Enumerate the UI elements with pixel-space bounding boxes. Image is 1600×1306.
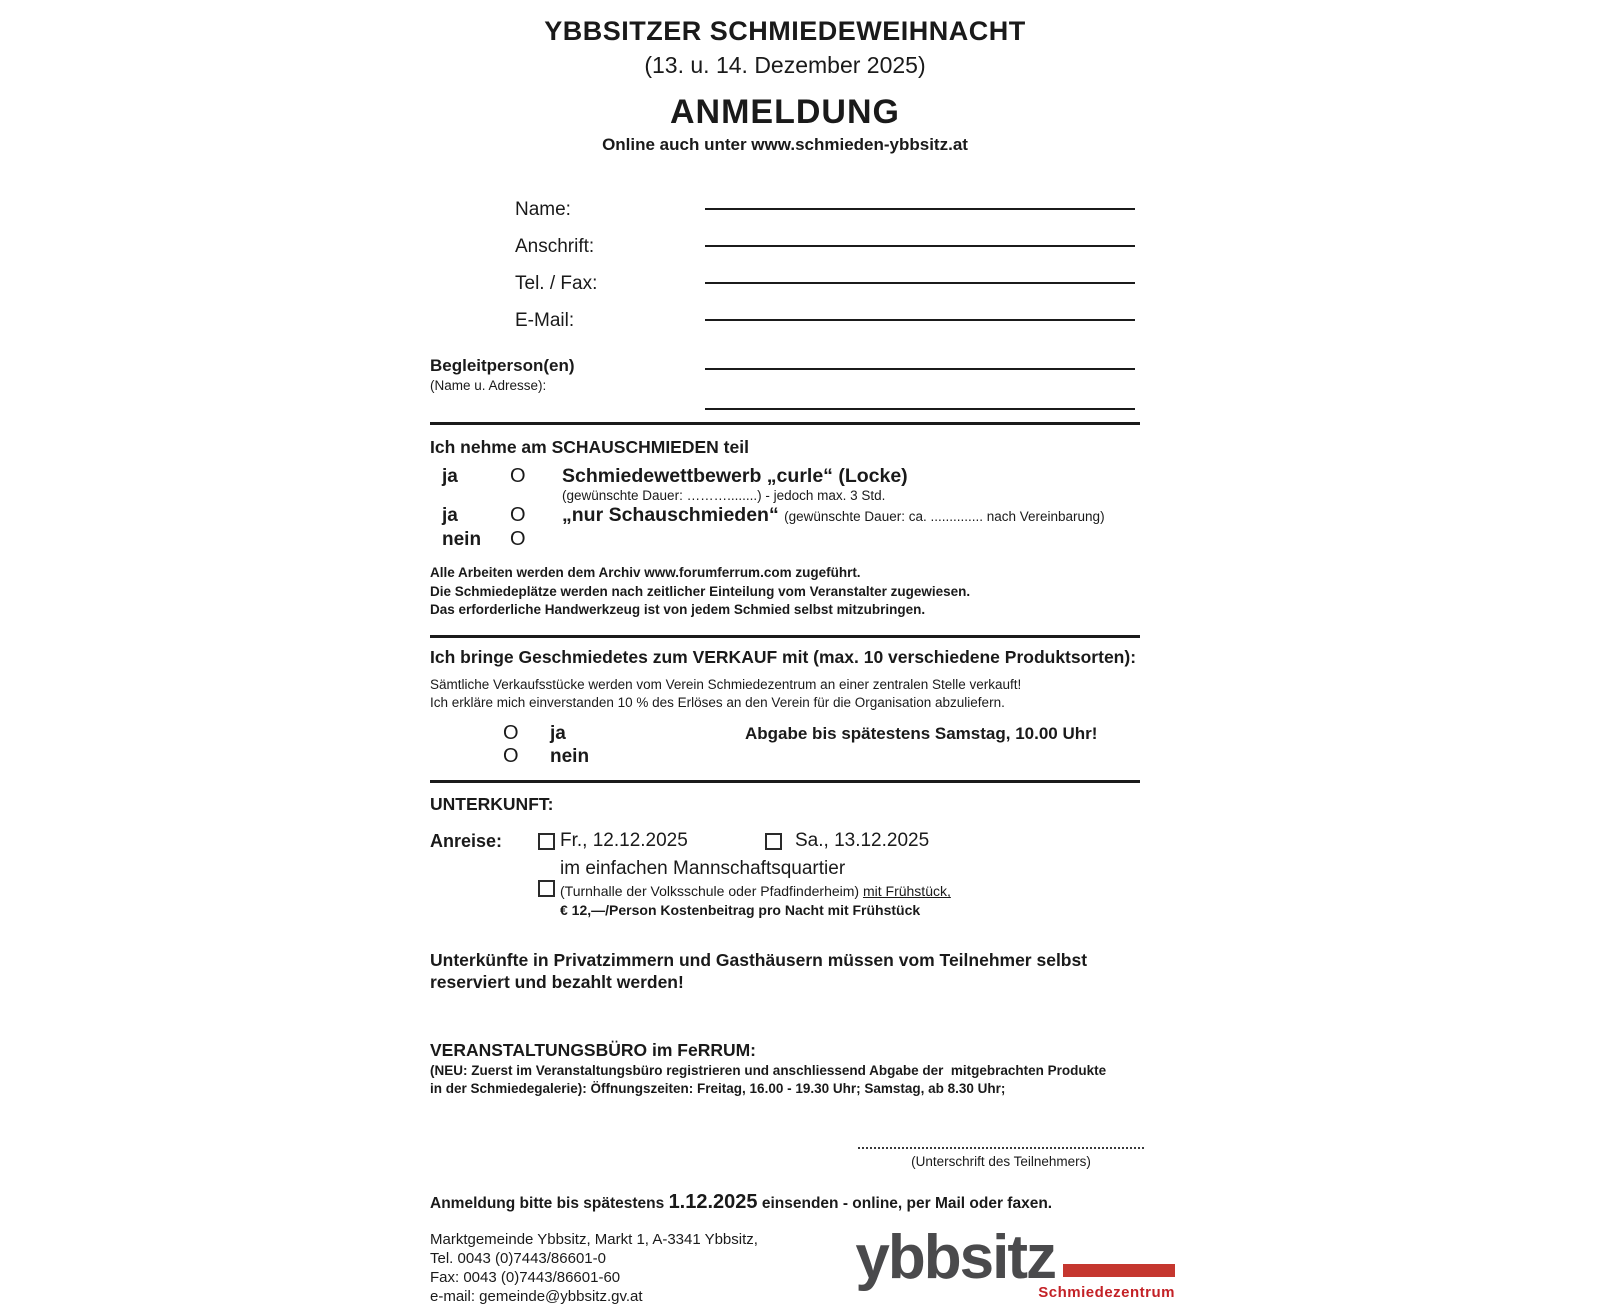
form-title: ANMELDUNG [430, 93, 1140, 132]
logo-red-bar [1063, 1264, 1175, 1277]
verkauf-ja-radio-marker[interactable]: O [503, 722, 550, 745]
anreise-row [430, 830, 1175, 852]
quartier-note: (Turnhalle der Volksschule oder Pfadfinderheim) mit Frühstück, [560, 883, 1175, 899]
anreise-label: Anreise: [430, 831, 538, 852]
name-label: Name: [430, 199, 705, 221]
anreise-friday-checkbox[interactable] [538, 833, 555, 850]
option-nein-row [430, 528, 1175, 551]
schauschmieden-ja-label: ja [442, 505, 510, 527]
verkauf-note-1: Sämtliche Verkaufsstücke werden vom Verein Schmiedezentrum an einer zentralen Stelle verkauft! [430, 676, 1175, 694]
anreise-friday-date: Fr., 12.12.2025 [560, 830, 765, 852]
anschrift-label: Anschrift: [430, 236, 705, 258]
logo-caption: Schmiedezentrum [855, 1284, 1175, 1301]
buero-section [430, 1040, 1175, 1098]
wettbewerb-duration-note: (gewünschte Dauer: ………........) - jedoch max. 3 Std. [562, 488, 1175, 503]
option-schauschmieden-row [430, 504, 1175, 527]
address-line: Marktgemeinde Ybbsitz, Markt 1, A-3341 Ybbsitz, [430, 1230, 758, 1249]
form-header [430, 16, 1140, 155]
ybbsitz-logo [855, 1230, 1175, 1301]
anschrift-input-line[interactable] [705, 245, 1135, 247]
email-label: E-Mail: [430, 310, 705, 332]
verkauf-heading: Ich bringe Geschmiedetes zum VERKAUF mit (max. 10 verschiedene Produktsorten): [430, 647, 1175, 668]
info-line-archiv: Alle Arbeiten werden dem Archiv www.forumferrum.com zugeführt. [430, 564, 1175, 583]
field-row-anschrift [430, 236, 1175, 273]
event-title: YBBSITZER SCHMIEDEWEIHNACHT [430, 16, 1140, 47]
section-divider [430, 780, 1140, 783]
verkauf-section [430, 647, 1175, 768]
verkauf-ja-label: ja [550, 723, 745, 745]
verkauf-notes [430, 676, 1175, 712]
quartier-checkbox[interactable] [538, 880, 555, 897]
field-row-name [430, 199, 1175, 236]
buero-heading: VERANSTALTUNGSBÜRO im FeRRUM: [430, 1040, 1175, 1061]
companion-section [430, 356, 1175, 410]
buero-note: (NEU: Zuerst im Veranstaltungsbüro registrieren und anschliessend Abgabe der mitgebrachten Produkte in der Schmiedegalerie): Öffnungszeiten: Freitag, 16.00 - 19.30 Uhr; Samstag, ab 8.30 Uhr; [430, 1062, 1175, 1098]
schauschmieden-heading: Ich nehme am SCHAUSCHMIEDEN teil [430, 437, 1175, 458]
verkauf-note-2: Ich erkläre mich einverstanden 10 % des Erlöses an den Verein für die Organisation abzuliefern. [430, 694, 1175, 712]
anreise-saturday-date: Sa., 13.12.2025 [795, 830, 1175, 852]
deadline-date: 1.12.2025 [669, 1191, 758, 1213]
email-input-line[interactable] [705, 319, 1135, 321]
nein-radio-marker[interactable]: O [510, 528, 562, 551]
schauschmieden-radio-marker[interactable]: O [510, 504, 562, 527]
signature-caption: (Unterschrift des Teilnehmers) [858, 1154, 1144, 1169]
contact-fields [430, 199, 1175, 347]
address-fax: Fax: 0043 (0)7443/86601-60 [430, 1268, 758, 1287]
companion-label: Begleitperson(en) [430, 356, 705, 376]
info-line-plaetze: Die Schmiedeplätze werden nach zeitlicher Einteilung vom Veranstalter zugewiesen. [430, 583, 1175, 602]
quartier-breakfast-note: mit Frühstück, [863, 883, 951, 899]
private-accommodation-note: Unterkünfte in Privatzimmern und Gasthäusern müssen vom Teilnehmer selbst reserviert und bezahlt werden! [430, 950, 1175, 994]
quartier-block [430, 858, 1175, 918]
companion-input-line-2[interactable] [705, 408, 1135, 410]
unterkunft-section [430, 794, 1175, 994]
unterkunft-heading: UNTERKUNFT: [430, 794, 1175, 815]
online-note: Online auch unter www.schmieden-ybbsitz.at [430, 135, 1140, 155]
schauschmieden-section [430, 437, 1175, 620]
logo-wordmark: ybbsitz [855, 1230, 1055, 1286]
verkauf-nein-radio-marker[interactable]: O [503, 745, 550, 768]
info-line-handwerkzeug: Das erforderliche Handwerkzeug ist von jedem Schmied selbst mitzubringen. [430, 601, 1175, 620]
companion-input-line-1[interactable] [705, 368, 1135, 370]
submission-deadline: Anmeldung bitte bis spätestens 1.12.2025 einsenden - online, per Mail oder faxen. [430, 1191, 1175, 1214]
schauschmieden-title: „nur Schauschmieden“ (gewünschte Dauer: ca. .............. nach Vereinbarung) [562, 504, 1175, 527]
tel-fax-label: Tel. / Fax: [430, 273, 705, 295]
wettbewerb-radio-marker[interactable]: O [510, 465, 562, 488]
verkauf-nein-label: nein [550, 746, 745, 768]
wettbewerb-title: Schmiedewettbewerb „curle“ (Locke) [562, 465, 1175, 488]
nein-label: nein [442, 529, 510, 551]
option-wettbewerb-note-row [430, 488, 1175, 503]
field-row-tel-fax [430, 273, 1175, 310]
companion-sublabel: (Name u. Adresse): [430, 378, 705, 393]
organizer-address [430, 1230, 758, 1306]
signature-line[interactable] [858, 1147, 1144, 1149]
section-divider [430, 422, 1140, 425]
tel-fax-input-line[interactable] [705, 282, 1135, 284]
section-divider [430, 635, 1140, 638]
address-email: e-mail: gemeinde@ybbsitz.gv.at [430, 1287, 758, 1306]
verkauf-ja-row [430, 722, 1175, 745]
anreise-saturday-checkbox[interactable] [765, 833, 782, 850]
field-row-email [430, 310, 1175, 347]
verkauf-nein-row [430, 745, 1175, 768]
verkauf-deadline: Abgabe bis spätestens Samstag, 10.00 Uhr! [745, 724, 1175, 744]
quartier-title: im einfachen Mannschaftsquartier [560, 858, 1175, 880]
schauschmieden-info [430, 564, 1175, 620]
quartier-price: € 12,—/Person Kostenbeitrag pro Nacht mit Frühstück [560, 902, 1175, 918]
schauschmieden-duration-note: (gewünschte Dauer: ca. .............. nach Vereinbarung) [784, 509, 1104, 524]
event-date: (13. u. 14. Dezember 2025) [430, 52, 1140, 79]
footer [430, 1230, 1175, 1306]
signature-block [858, 1147, 1144, 1169]
option-wettbewerb-row [430, 465, 1175, 488]
name-input-line[interactable] [705, 208, 1135, 210]
address-tel: Tel. 0043 (0)7443/86601-0 [430, 1249, 758, 1268]
wettbewerb-ja-label: ja [442, 466, 510, 488]
